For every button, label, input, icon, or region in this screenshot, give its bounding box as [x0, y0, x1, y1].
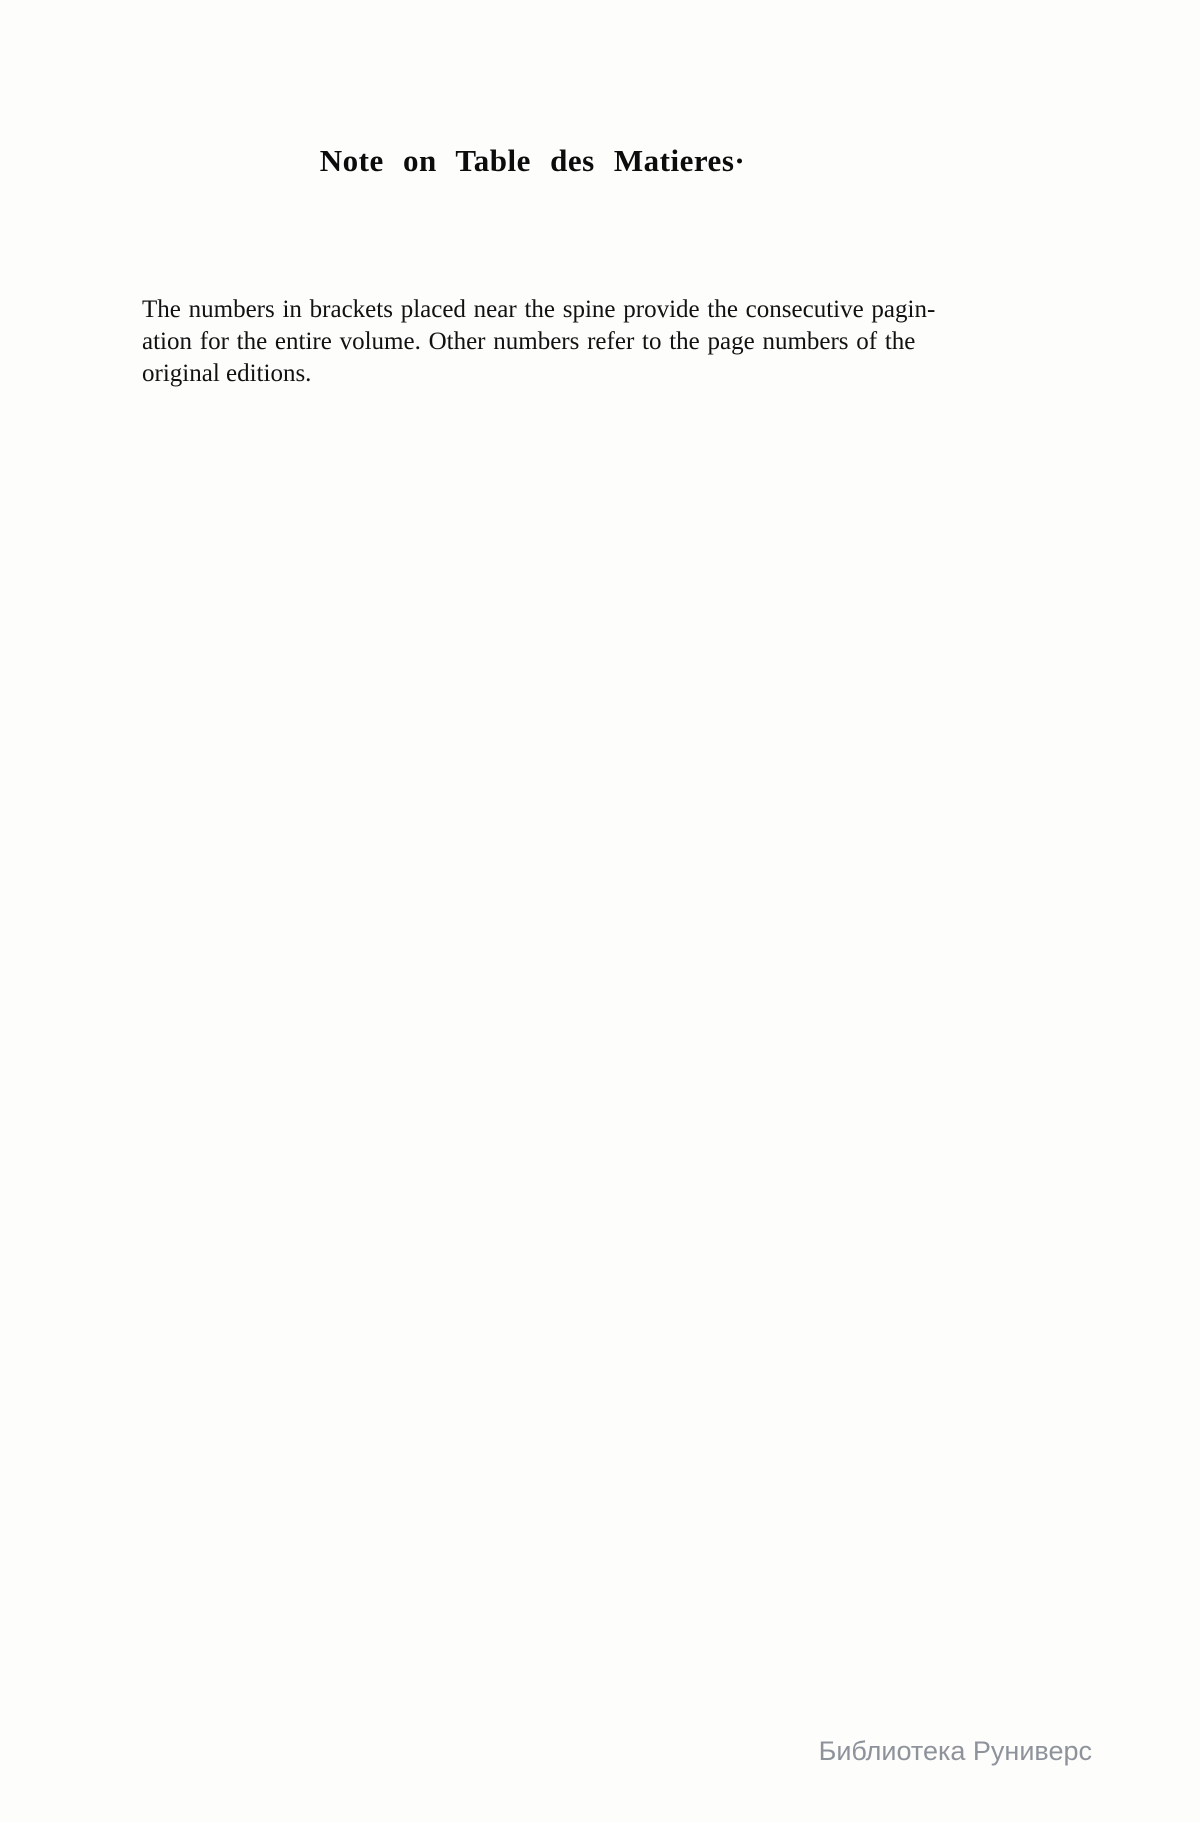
page-title: Note on Table des Matieres·: [319, 143, 746, 178]
paragraph-line: ation for the entire volume. Other numbers refer to the page numbers of the: [142, 328, 916, 355]
paragraph-line: The numbers in brackets placed near the spine provide the consecutive pagin-: [142, 296, 936, 323]
library-watermark: Библиотека Руниверс: [818, 1736, 1092, 1766]
note-paragraph: [142, 294, 1066, 390]
paragraph-line: original editions.: [142, 360, 312, 387]
